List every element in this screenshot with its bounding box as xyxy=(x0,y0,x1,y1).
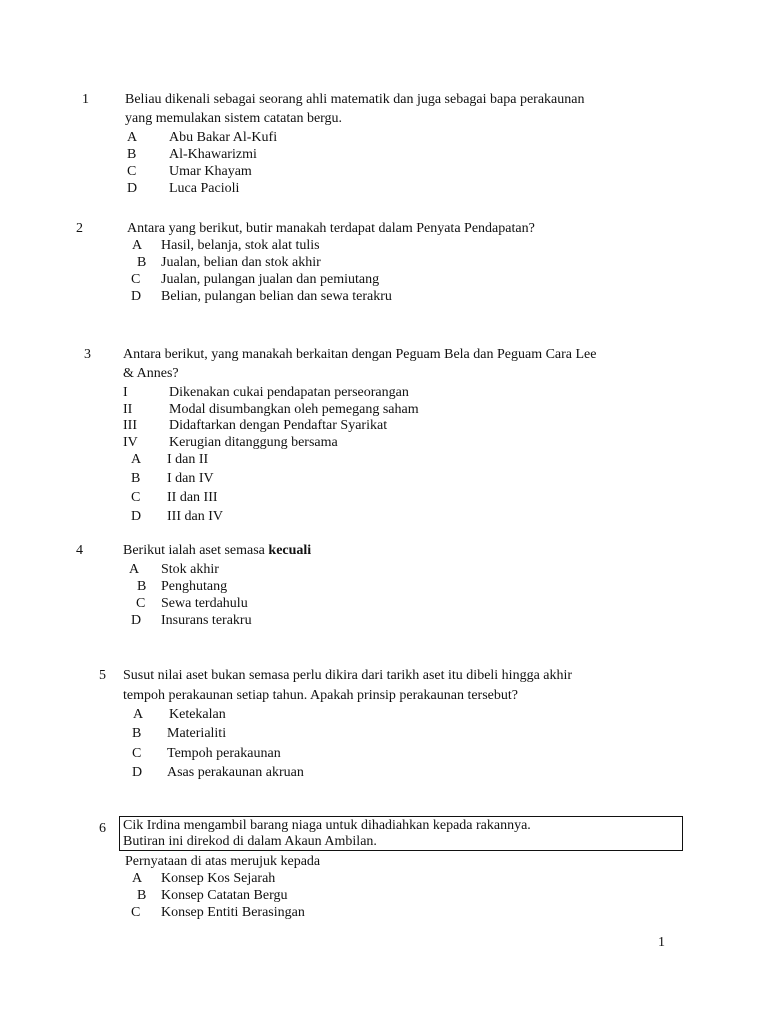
question-stem: & Annes? xyxy=(123,366,179,381)
option-text: II dan III xyxy=(167,490,218,505)
question-number: 6 xyxy=(99,821,106,836)
option-text: Stok akhir xyxy=(161,562,219,577)
option-text: Belian, pulangan belian dan sewa terakru xyxy=(161,289,392,304)
option-letter: D xyxy=(131,613,142,628)
stem-text: Berikut ialah aset semasa xyxy=(123,543,269,558)
question-stem: yang memulakan sistem catatan bergu. xyxy=(125,111,343,126)
statement-text: Dikenakan cukai pendapatan perseorangan xyxy=(169,385,409,400)
option-letter: B xyxy=(137,579,147,594)
question-number: 4 xyxy=(76,543,83,558)
question-stem: Susut nilai aset bukan semasa perlu dikira dari tarikh aset itu dibeli hingga akhir xyxy=(123,668,573,683)
option-letter: D xyxy=(131,509,142,524)
option-text: Jualan, belian dan stok akhir xyxy=(161,255,321,270)
statement-numeral: II xyxy=(123,402,133,417)
option-text: Ketekalan xyxy=(169,707,226,722)
option-text: Abu Bakar Al-Kufi xyxy=(169,130,278,145)
question-number: 5 xyxy=(99,668,106,683)
option-letter: A xyxy=(127,130,138,145)
option-letter: C xyxy=(131,490,141,505)
option-letter: C xyxy=(136,596,146,611)
scenario-box xyxy=(119,816,683,851)
question-stem xyxy=(123,542,311,559)
question-number: 1 xyxy=(82,92,89,107)
question-stem: tempoh perakaunan setiap tahun. Apakah prinsip perakaunan tersebut? xyxy=(123,688,518,703)
statement-numeral: I xyxy=(123,385,128,400)
option-text: Materialiti xyxy=(167,726,227,741)
option-text: Luca Pacioli xyxy=(169,181,240,196)
option-letter: A xyxy=(132,871,143,886)
option-letter: B xyxy=(132,726,142,741)
option-text: I dan IV xyxy=(167,471,214,486)
option-text: Umar Khayam xyxy=(169,164,252,179)
option-letter: C xyxy=(131,272,141,287)
option-letter: D xyxy=(131,289,142,304)
option-letter: B xyxy=(127,147,137,162)
scenario-line: Cik Irdina mengambil barang niaga untuk dihadiahkan kepada rakannya. xyxy=(123,818,531,833)
stem-emphasis: kecuali xyxy=(268,543,312,558)
option-letter: A xyxy=(133,707,144,722)
statement-text: Didaftarkan dengan Pendaftar Syarikat xyxy=(169,418,388,433)
option-text: Insurans terakru xyxy=(161,613,252,628)
question-number: 3 xyxy=(84,347,91,362)
option-letter: A xyxy=(131,452,142,467)
option-letter: B xyxy=(137,255,147,270)
option-letter: B xyxy=(137,888,147,903)
option-letter: B xyxy=(131,471,141,486)
option-letter: D xyxy=(132,765,143,780)
statement-text: Kerugian ditanggung bersama xyxy=(169,435,338,450)
statement-text: Modal disumbangkan oleh pemegang saham xyxy=(169,402,419,417)
option-letter: C xyxy=(127,164,137,179)
option-text: Sewa terdahulu xyxy=(161,596,248,611)
option-text: III dan IV xyxy=(167,509,223,524)
option-text: Hasil, belanja, stok alat tulis xyxy=(161,238,320,253)
option-letter: C xyxy=(131,905,141,920)
statement-numeral: III xyxy=(123,418,137,433)
page-number: 1 xyxy=(658,935,665,950)
option-letter: A xyxy=(129,562,140,577)
scenario-line: Butiran ini direkod di dalam Akaun Ambilan. xyxy=(123,834,377,849)
option-text: Jualan, pulangan jualan dan pemiutang xyxy=(161,272,380,287)
option-text: Tempoh perakaunan xyxy=(167,746,281,761)
option-text: Al-Khawarizmi xyxy=(169,147,257,162)
question-number: 2 xyxy=(76,221,83,236)
question-stem: Pernyataan di atas merujuk kepada xyxy=(125,854,321,869)
option-letter: A xyxy=(132,238,143,253)
option-text: Konsep Catatan Bergu xyxy=(161,888,288,903)
question-stem: Antara berikut, yang manakah berkaitan dengan Peguam Bela dan Peguam Cara Lee xyxy=(123,347,597,362)
option-letter: C xyxy=(132,746,142,761)
question-stem: Antara yang berikut, butir manakah terdapat dalam Penyata Pendapatan? xyxy=(127,221,535,236)
option-text: Konsep Kos Sejarah xyxy=(161,871,276,886)
option-text: Penghutang xyxy=(161,579,228,594)
statement-numeral: IV xyxy=(123,435,138,450)
option-letter: D xyxy=(127,181,138,196)
option-text: I dan II xyxy=(167,452,209,467)
question-stem: Beliau dikenali sebagai seorang ahli matematik dan juga sebagai bapa perakaunan xyxy=(125,92,585,107)
option-text: Asas perakaunan akruan xyxy=(167,765,304,780)
option-text: Konsep Entiti Berasingan xyxy=(161,905,305,920)
